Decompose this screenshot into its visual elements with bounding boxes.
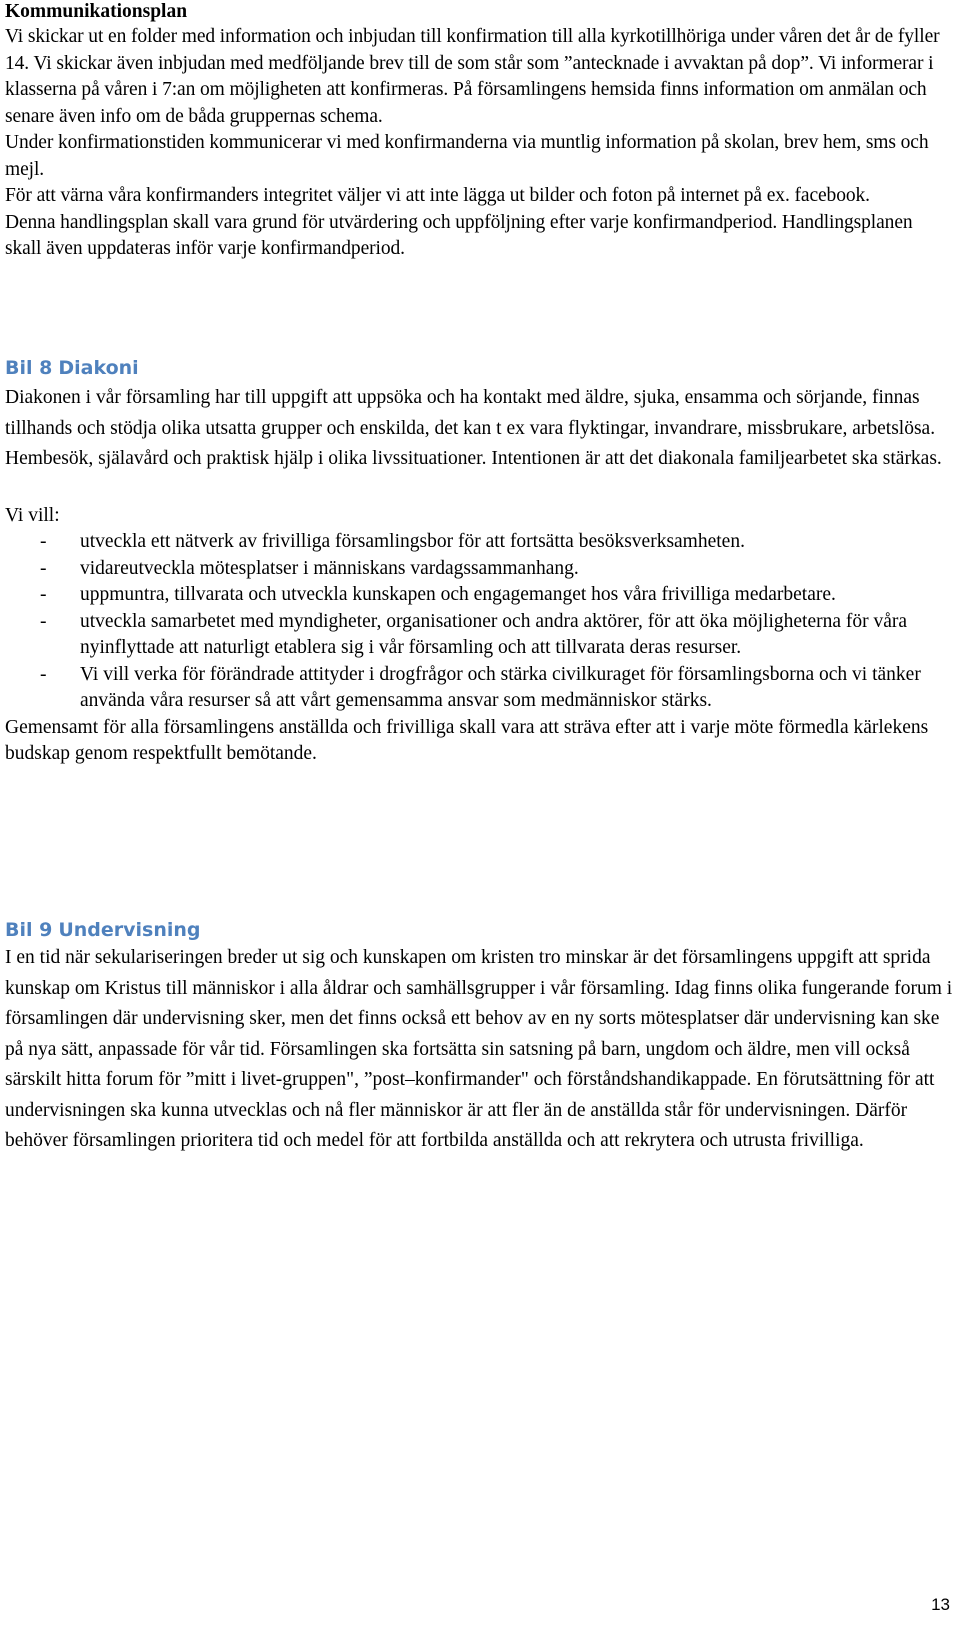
paragraph: Diakonen i vår församling har till uppgift att uppsöka och ha kontakt med äldre, sjuka, ensamma och sörjande, finnas tillhands och stödja olika utsatta grupper och enskilda, det kan t ex vara flyktingar, invandrare, missbrukare, arbetslösa. Hembesök, själavård och praktisk hjälp i olika livssituationer. Intentionen är att det diakonala familjearbetet ska stärkas.	[5, 387, 942, 469]
section-heading	[5, 356, 953, 380]
undervisning-section	[5, 918, 953, 1157]
paragraph: För att värna våra konfirmanders integritet väljer vi att inte lägga ut bilder och foton på internet på ex. facebook.	[5, 185, 870, 206]
list-dash: -	[40, 610, 47, 632]
diakoni-section	[5, 356, 953, 768]
list-item: - utveckla samarbetet med myndigheter, organisationer och andra aktörer, för att öka möjligheterna för våra nyinflyttade att naturligt etablera sig i vår församling och att tillvarata deras resurser.	[40, 610, 908, 658]
list-item: - utveckla ett nätverk av frivilliga församlingsbor för att fortsätta besöksverksamheten.	[5, 529, 953, 556]
heading-title: Diakoni	[58, 357, 139, 379]
page-number: 13	[931, 1595, 950, 1614]
section-title: Kommunikationsplan	[5, 1, 188, 22]
list-dash: -	[40, 531, 47, 552]
list-dash: -	[40, 557, 47, 579]
list-dash: -	[40, 584, 47, 605]
communication-plan-section	[5, 0, 953, 263]
heading-title: Undervisning	[58, 919, 201, 941]
heading-prefix: Bil 8	[5, 357, 53, 379]
goal-list	[5, 529, 953, 715]
paragraph: Denna handlingsplan skall vara grund för utvärdering och uppföljning efter varje konfirmandperiod. Handlingsplanen skall även uppdateras inför varje konfirmandperiod.	[5, 211, 913, 259]
list-intro: Vi vill:	[5, 504, 60, 526]
paragraph: I en tid när sekulariseringen breder ut sig och kunskapen om kristen tro minskar är det församlingens uppgift att sprida kunskap om Kristus till människor i alla åldrar och samhällsgrupper i vår församling. Idag finns olika fungerande forum i församlingen där undervisning sker, men det finns också ett behov av en ny sorts mötesplatser där undervisning kan ske på nya sätt, anpassade för vår tid. Församlingen ska fortsätta sin satsning på barn, ungdom och äldre, men vill också särskilt hitta forum för ”mitt i livet-gruppen", ”post–konfirmander" och förståndshandikappade. En förutsättning för att undervisningen ska kunna utvecklas och nå fler människor är att fler än de anställda står för undervisningen. Därför behöver församlingen prioritera tid och medel för att fortbilda anställda och att rekrytera och utrusta frivilliga.	[5, 947, 953, 1151]
list-dash: -	[40, 663, 47, 685]
list-item: - vidareutveckla mötesplatser i människans vardagssammanhang.	[5, 556, 953, 583]
heading-prefix: Bil 9	[5, 919, 53, 941]
section-heading	[5, 918, 953, 942]
paragraph: Under konfirmationstiden kommunicerar vi med konfirmanderna via muntlig information på skolan, brev hem, sms och mejl.	[5, 132, 929, 180]
list-item: - Vi vill verka för förändrade attityder i drogfrågor och stärka civilkuraget för församlingsborna och vi tänker använda våra resurser så att vårt gemensamma ansvar som medmänniskor stärks.	[40, 663, 921, 711]
list-item: - uppmuntra, tillvarata och utveckla kunskapen och engagemanget hos våra frivilliga medarbetare.	[5, 582, 953, 609]
paragraph: Gemensamt för alla församlingens anställda och frivilliga skall vara att sträva efter att i varje möte förmedla kärlekens budskap genom respektfullt bemötande.	[5, 716, 929, 764]
paragraph: Vi skickar ut en folder med information och inbjudan till konfirmation till alla kyrkotillhöriga under våren det år de fyller 14. Vi skickar även inbjudan med medföljande brev till de som står som ”antecknade i avvaktan på dop”. Vi informerar i klasserna på våren i 7:an om möjligheten att konfirmeras. På församlingens hemsida finns information om anmälan och senare även info om de båda gruppernas schema.	[5, 26, 940, 127]
